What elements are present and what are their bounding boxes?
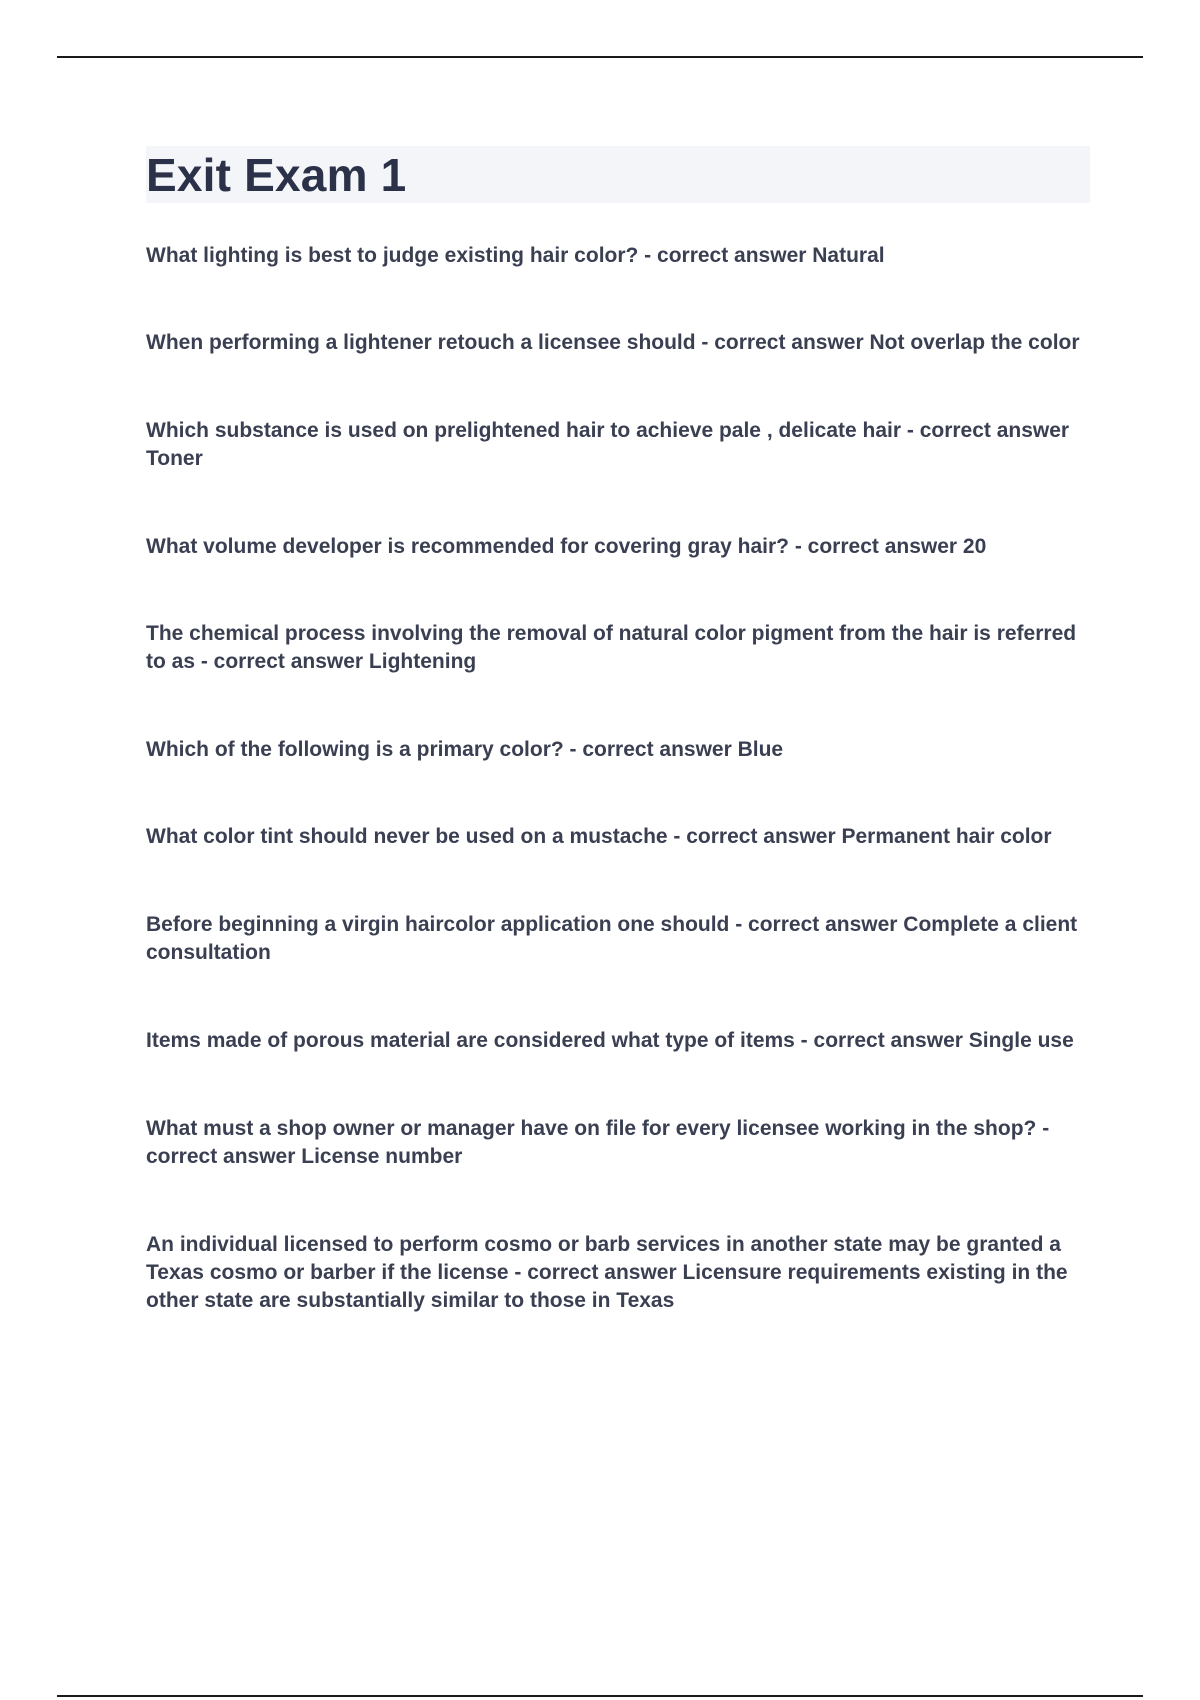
top-rule	[57, 56, 1143, 58]
question-item: Items made of porous material are considered what type of items - correct answer Single use	[146, 1029, 1074, 1052]
question-item: An individual licensed to perform cosmo or barb services in another state may be granted a Texas cosmo or barber if the license - correct answer Licensure requirements existing in the other state are substantially similar to those in Texas	[146, 1233, 1068, 1312]
question-item: The chemical process involving the removal of natural color pigment from the hair is referred to as - correct answer Lightening	[146, 622, 1077, 673]
question-item: When performing a lightener retouch a licensee should - correct answer Not overlap the color	[146, 331, 1080, 354]
page-title: Exit Exam 1	[146, 148, 407, 201]
question-item: What must a shop owner or manager have on file for every licensee working in the shop? - correct answer License number	[146, 1117, 1050, 1168]
question-item: Before beginning a virgin haircolor application one should - correct answer Complete a client consultation	[146, 913, 1078, 964]
question-item: What color tint should never be used on a mustache - correct answer Permanent hair color	[146, 825, 1052, 848]
question-list	[146, 242, 1090, 1315]
bottom-rule	[57, 1695, 1143, 1697]
title-band	[146, 146, 1090, 203]
document-body	[146, 146, 1090, 1315]
question-item: Which substance is used on prelightened hair to achieve pale , delicate hair - correct answer Toner	[146, 419, 1070, 470]
question-item: What volume developer is recommended for covering gray hair? - correct answer 20	[146, 535, 987, 558]
question-item: What lighting is best to judge existing hair color? - correct answer Natural	[146, 244, 885, 267]
question-item: Which of the following is a primary color? - correct answer Blue	[146, 738, 784, 761]
